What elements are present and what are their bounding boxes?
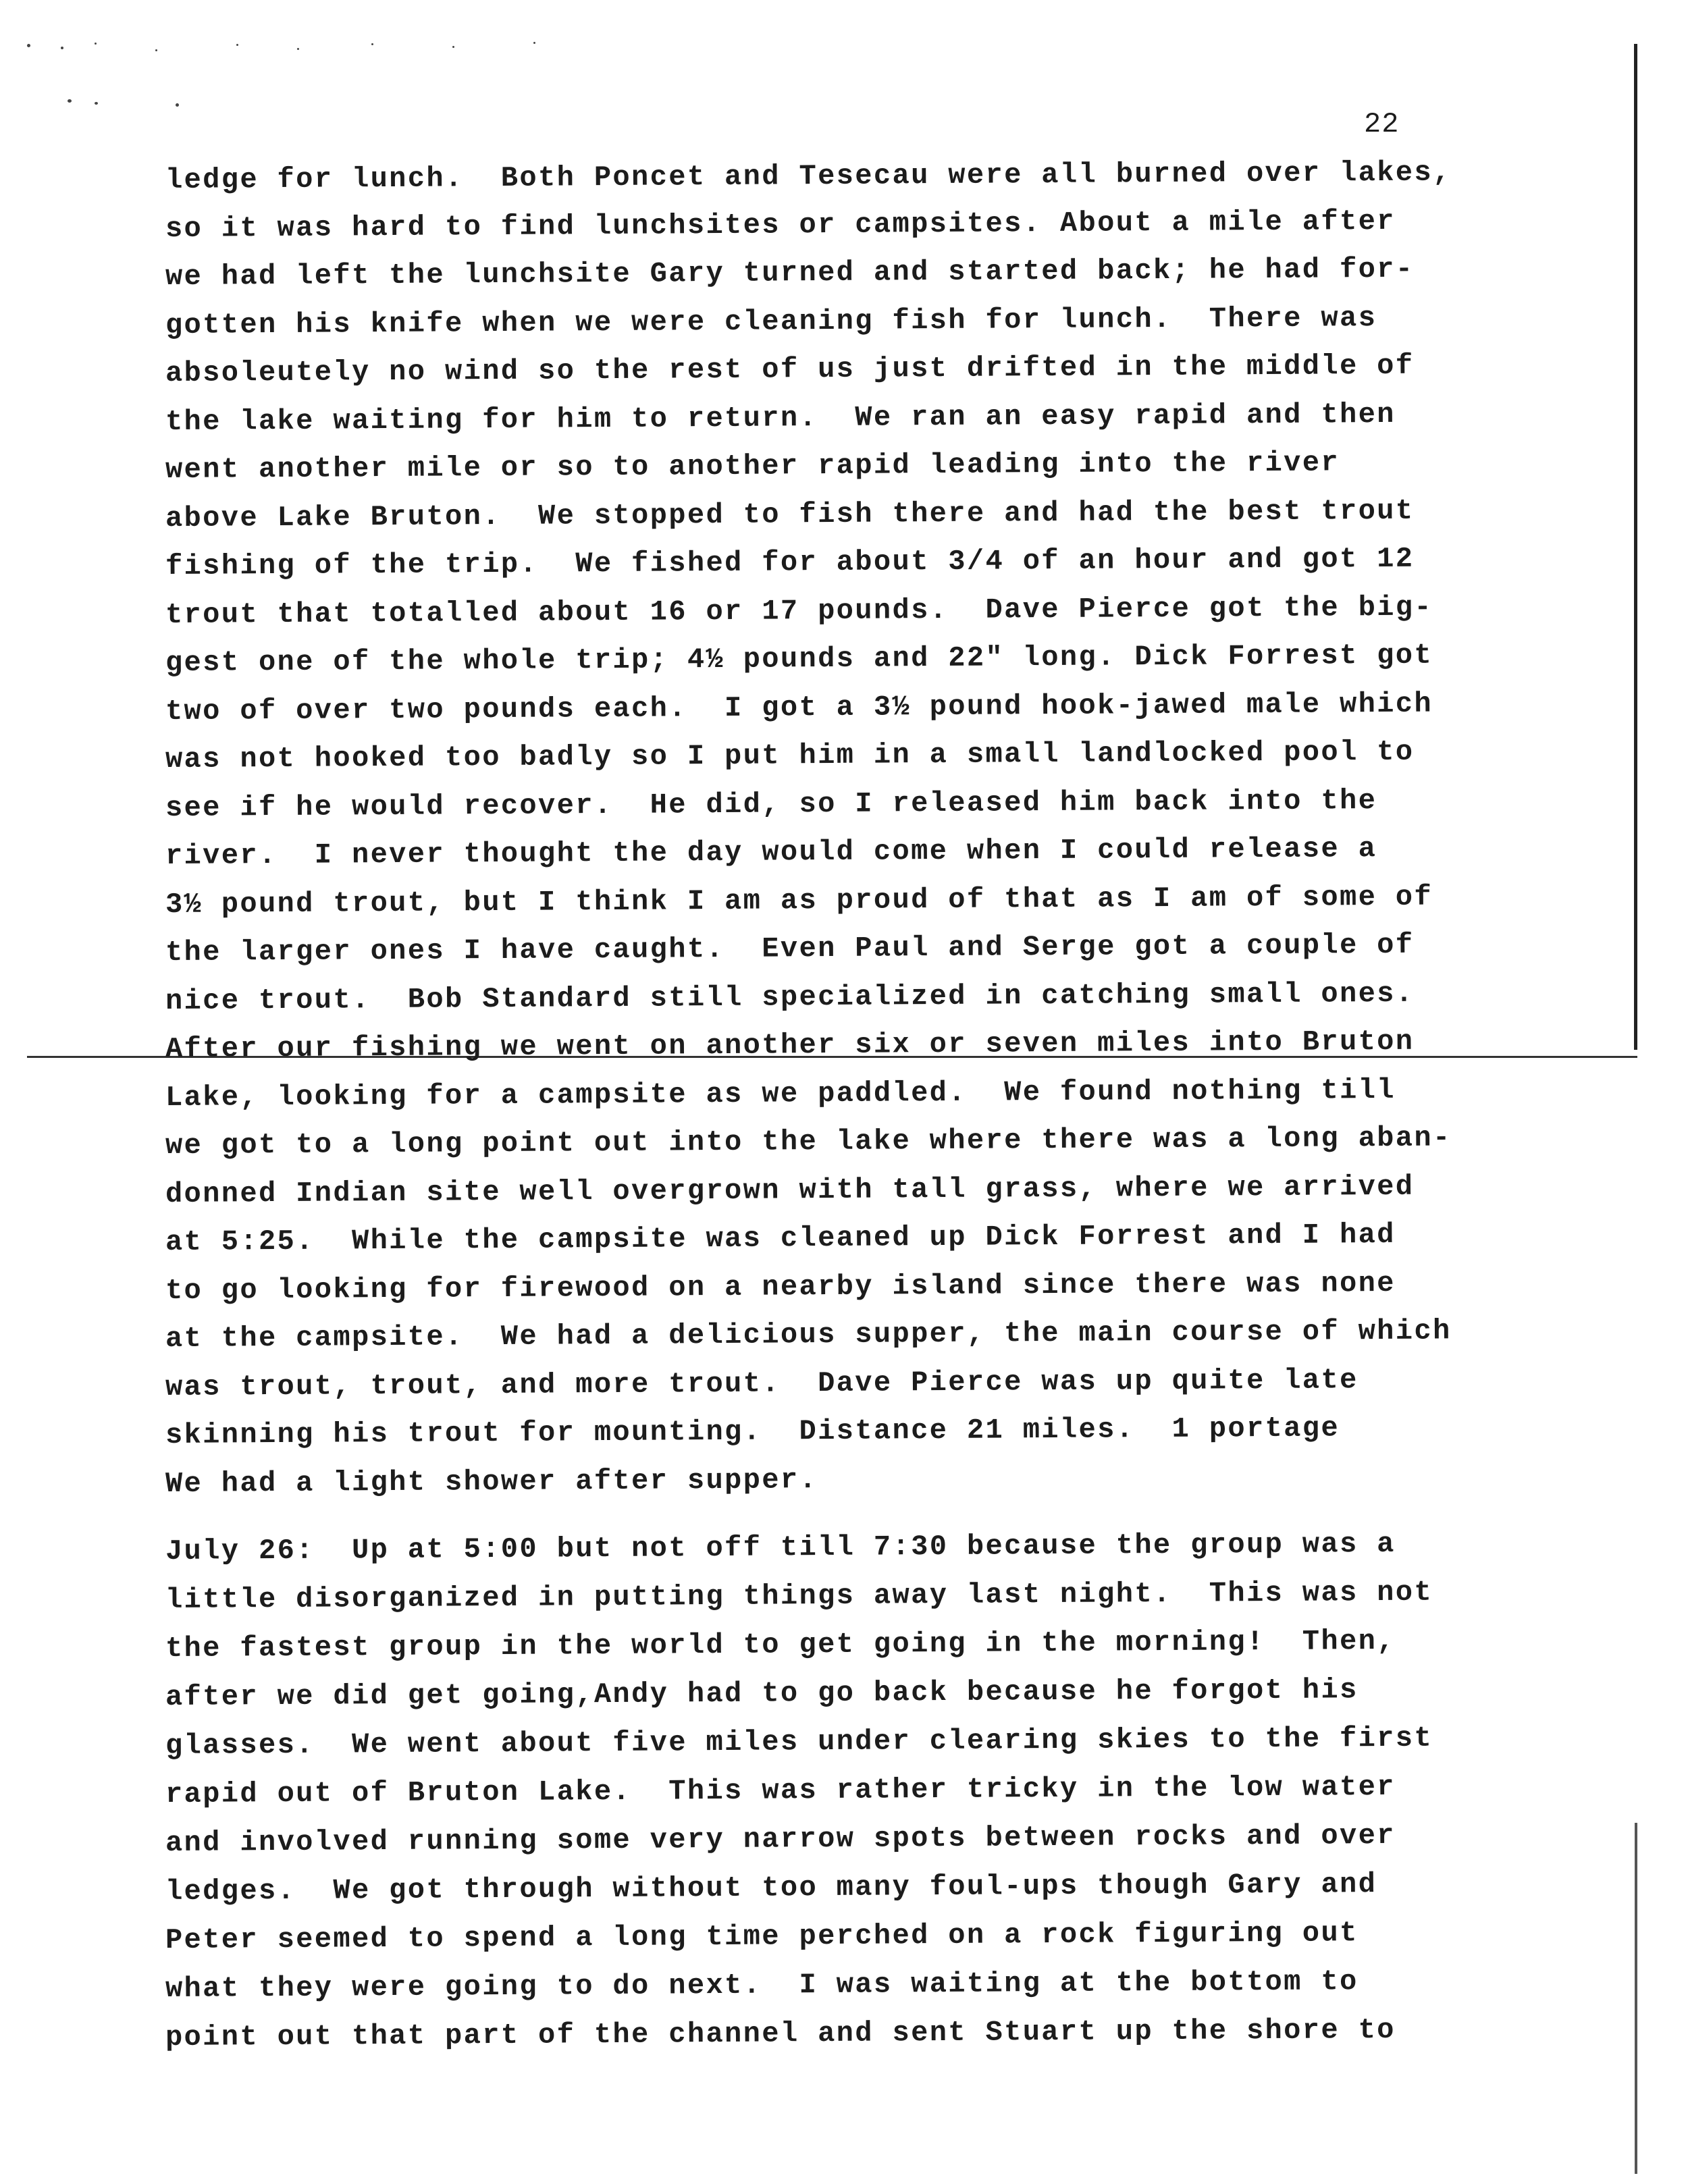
speck <box>155 49 157 51</box>
text-line: the larger ones I have caught. Even Paul and Serge got a couple of <box>165 928 1415 969</box>
text-line: after we did get going,Andy had to go back because he forgot his <box>165 1674 1359 1713</box>
text-line: little disorganized in putting things away last night. This was not <box>165 1576 1433 1616</box>
text-line: river. I never thought the day would come when I could release a <box>165 832 1377 872</box>
scan-specks <box>20 37 628 132</box>
speck <box>95 102 98 105</box>
paragraph <box>165 1527 1516 2062</box>
text-line: we had left the lunchsite Gary turned and started back; he had for- <box>165 252 1415 293</box>
text-line: to go looking for firewood on a nearby island since there was none <box>165 1267 1396 1307</box>
speck <box>68 99 72 103</box>
text-line: went another mile or so to another rapid leading into the river <box>165 446 1340 486</box>
speck <box>27 44 30 47</box>
text-line: the fastest group in the world to get going in the morning! Then, <box>165 1624 1396 1665</box>
text-line: After our fishing we went on another six or seven miles into Bruton <box>165 1025 1415 1065</box>
text-line: trout that totalled about 16 or 17 pounds. Dave Pierce got the big- <box>165 591 1433 631</box>
speck <box>452 46 454 48</box>
text-line: was not hooked too badly so I put him in a small landlocked pool to <box>165 735 1415 776</box>
text-line: July 26: Up at 5:00 but not off till 7:30 because the group was a <box>165 1527 1396 1568</box>
scan-edge-line <box>1634 44 1637 1050</box>
text-line: ledges. We got through without too many foul-ups though Gary and <box>165 1868 1377 1908</box>
text-line: nice trout. Bob Standard still specialized in catching small ones. <box>165 977 1415 1017</box>
speck <box>61 47 63 49</box>
text-line: Lake, looking for a campsite as we paddled. We found nothing till <box>165 1073 1396 1114</box>
page-number: 22 <box>1364 108 1400 140</box>
text-line: so it was hard to find lunchsites or campsites. About a mile after <box>165 205 1396 245</box>
text-line: above Lake Bruton. We stopped to fish there and had the best trout <box>165 494 1415 535</box>
text-line: rapid out of Bruton Lake. This was rather tricky in the low water <box>165 1770 1396 1811</box>
speck <box>297 48 299 50</box>
text-line: gotten his knife when we were cleaning fish for lunch. There was <box>165 301 1377 342</box>
text-line: two of over two pounds each. I got a 3½ pound hook-jawed male which <box>165 687 1433 728</box>
text-line: Peter seemed to spend a long time perched on a rock figuring out <box>165 1917 1359 1956</box>
text-line: point out that part of the channel and sent Stuart up the shore to <box>165 2013 1396 2054</box>
text-line: skinning his trout for mounting. Distance 21 miles. 1 portage <box>165 1412 1340 1451</box>
text-line: We had a light shower after supper. <box>165 1463 818 1500</box>
speck <box>533 42 535 44</box>
speck <box>176 103 179 107</box>
text-line: at the campsite. We had a delicious supper, the main course of which <box>165 1314 1452 1355</box>
text-line: fishing of the trip. We fished for about 3/4 of an hour and got 12 <box>165 542 1415 583</box>
text-line: gest one of the whole trip; 4½ pounds and 22" long. Dick Forrest got <box>165 639 1433 679</box>
text-line: glasses. We went about five miles under clearing skies to the first <box>165 1722 1433 1762</box>
paragraph <box>165 157 1516 1508</box>
scan-edge-line <box>1635 1823 1637 2174</box>
speck <box>95 43 97 45</box>
text-line: absoleutely no wind so the rest of us just drifted in the middle of <box>165 349 1415 390</box>
text-line: the lake waiting for him to return. We ran an easy rapid and then <box>165 398 1396 438</box>
text-line: donned Indian site well overgrown with tall grass, where we arrived <box>165 1170 1415 1210</box>
text-line: 3½ pound trout, but I think I am as proud of that as I am of some of <box>165 880 1433 921</box>
text-line: what they were going to do next. I was waiting at the bottom to <box>165 1965 1359 2005</box>
text-line: was trout, trout, and more trout. Dave Pierce was up quite late <box>165 1363 1359 1404</box>
speck <box>236 44 238 46</box>
text-line: see if he would recover. He did, so I released him back into the <box>165 784 1377 824</box>
text-line: and involved running some very narrow spots between rocks and over <box>165 1819 1396 1859</box>
text-line: at 5:25. While the campsite was cleaned up Dick Forrest and I had <box>165 1218 1396 1258</box>
text-line: we got to a long point out into the lake where there was a long aban- <box>165 1121 1452 1162</box>
text-line: ledge for lunch. Both Poncet and Tesecau were all burned over lakes, <box>165 156 1452 196</box>
speck <box>371 43 373 45</box>
